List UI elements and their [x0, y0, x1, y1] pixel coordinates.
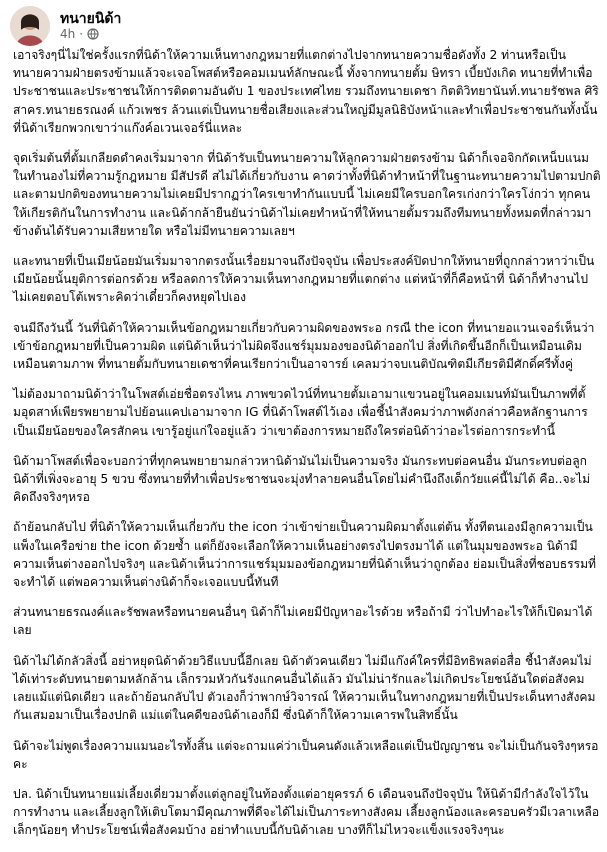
post-paragraph: เอาจริงๆนี่ไม่ใช่ครั้งแรกที่นิด้าให้ความเห็นทางกฎหมายที่แตกต่างไปจากทนายความชื่อดังทั้ง 2 ท่านหรือเป็นทนายความฝ่ายตรงข้ามแล้วจะเจอโพสต์หรือคอมเมนท์ลักษณะนี้ ทั้งจากทนายตั้ม ษิทรา เบี้ยบังเกิด ทนายที่ทำเพื่อประชาชนและประชาชนให้การติดตามอันดับ 1 ของประเทศไทย รวมถึงทนายเดชา กิตติวิทยานันท์.ทนายรัชพล ศิริสาคร.ทนายธรณงค์ แก้วเพชร ล้วนแต่เป็นทนายชื่อเสียงและส่วนใหญ่มีมูลนิธิบังหน้าและทำเพื่อประชาชนกันทั้งนั้น ที่นิด้าเรียกพวกเขาว่าแก๊งค์อเวนเจอร์นี่แหละ: [13, 48, 599, 135]
post-timestamp[interactable]: 4h: [60, 27, 76, 41]
post-paragraph: จุดเริ่มต้นที่ตั้มเกลียดดำคงเริ่มมาจาก ที่นิด้ารับเป็นทนายความให้ลูกความฝ่ายตรงข้าม นิด้าก็เจอจิกกัดเหน็บแนม ในทำนองไม่ที่ความรู้กฎหมาย มีสัปรดี สไม่ได้เกี่ยวกับงาน คาดว่าทั้งที่นิด้าทำหน้าที่ในฐานะทนายความไปตามปกติ และตามปกติของทนายความไม่เคยมีปรากฏว่าใครเขาทำกันแบบนี้ ไม่เคยมีใครบอกใครเก่งกว่าใครโง่กว่า ทุกคนให้เกียรติกันในการทำงาน และนิด้ากล้ายืนยันว่านิด้าไม่เคยทำหน้าที่ให้ทนายตั้มรวมถึงทีมทนายทั้งหมดที่กล่าวมาข้างต้นได้รับความเสียหายใด หรือไม่มีทนายความเลยฯ: [13, 151, 601, 238]
separator-dot: ·: [79, 27, 84, 41]
post-paragraph: นิด้ามาโพสต์เพื่อจะบอกว่าที่ทุกคนพยายามกล่าวหานิด้ามันไม่เป็นความจริง มันกระทบต่อคนอื่น มันกระทบต่อลูกนิด้าที่เพิ่งจะอายุ 5 ขวบ ซึ่งทนายที่ทำเพื่อประชาชนจะมุ่งทำลายคนอื่นโดยไม่คำนึงถึงเด็กวัยแค่นี้ไม่ได้ คือ..จะไม่คิดถึงจริงๆหรอ: [13, 453, 591, 505]
post-body: [13, 46, 601, 852]
post-header: [10, 6, 597, 44]
post-paragraph: ไม่ต้องมาถามนิด้าว่าในโพสต์เอ่ยชื่อตรงไหน ภาพขวดไวน์ที่ทนายตั้มเอามาแขวนอยู่ในคอมเมนท์มันเป็นภาพที่ตั้มอุดสาห์เพียรพยายามไปย้อนแคปเอามาจาก IG ที่นิด้าโพสต์ไว้เอง เพื่อชี้นำสังคมว่าภาพดังกล่าวคือหลักฐานการเป็นเมียน้อยของใครสักคน เขารู้อยู่แก่ใจอยู่แล้ว ว่าเขาต้องการหมายถึงใครต่อนิด้าว่าอะไรต่อการกระทำนี้: [13, 387, 588, 438]
post-paragraph: นิด้าไม่ได้กลัวสิ่งนี้ อย่าหยุดนิด้าด้วยวิธีแบบนี้อีกเลย นิด้าตัวคนเดียว ไม่มีแก๊งค์ใครที่มีอิทธิพลต่อสื่อ ชี้นำสังคมไม่ได้เท่าระดับทนายตามหลักล้าน เล็กรวมหัวกันรังแกคนอื่นได้แล้ว มันไม่น่ารักและไม่เกิดประโยชน์อันใดต่อสังคมเลยแม้แต่นิดเดียว และถ้าย้อนกลับไป ตัวเองก็ว่าพากษ์วิจารณ์ ให้ความเห็นในทางกฎหมายที่เป็นประเด็นทางสังคมกันเสมอมาเป็นเรื่องปกติ แม่แต่ในคดีของนิด้าเองก็มี ซึ่งนิด้าก็ให้ความเคารพในสิทธิ์นั้น: [13, 653, 596, 723]
profile-photo-avatar-icon: [10, 6, 50, 46]
post-paragraph: จนมีถึงวันนี้ วันที่นิด้าให้ความเห็นข้อกฎหมายเกี่ยวกับความผิดของพระอ กรณี the icon ที่ทนายอแวนเจอร์เห็นว่าเข้าข้อกฎหมายที่เป็นความผิด แต่นิด้าเห็นว่าไม่ผิดจึงแชร์มุมมองของนิด้าออกไป สิ่งที่เกิดขึ้นอีกก็เป็นเหมือนเดิม เหมือนตามภาพ ที่ทนายตั้มกับทนายเดชาที่คนเรียกว่าเป็นอาจารย์ เคลมว่าจบเนติบัณฑิตมีเกียรติมีศักดิ์ศรีทั้งคู่: [13, 320, 595, 372]
post-meta: [60, 27, 99, 41]
globe-icon[interactable]: [87, 28, 99, 40]
post-paragraph: และทนายที่เป็นเมียน้อยมันเริ่มมาจากตรงนั้นเรื่อยมาจนถึงปัจจุบัน เพื่อประสงค์ปิดปากให้ทนายที่ถูกกล่าวหาว่าเป็นเมียน้อยนั้นยุติการต่อกรด้วย หรือลดการให้ความเห็นทางกฎหมายที่แตกต่าง แต่หน้าที่ก็คือหน้าที่ นิด้าก็ทำงานไปไม่เคยตอบโต้เพราะคิดว่าเดี๋ยวก็คงหยุดไปเอง: [13, 254, 595, 305]
author-name[interactable]: ทนายนิด้า: [60, 11, 122, 27]
post-paragraph: ส่วนทนายธรณงค์และรัชพลหรือทนายคนอื่นๆ นิด้าก็ไม่เคยมีปัญหาอะไรด้วย หรือถ้ามี ว่าไปทำอะไรให้ก็เปิดมาได้เลย: [13, 605, 593, 638]
post-paragraph: ถ้าย้อนกลับไป ที่นิด้าให้ความเห็นเกี่ยวกับ the icon ว่าเข้าข่ายเป็นความผิดมาตั้งแต่ต้น ทั้งทีตนเองมีลูกความเป็นแพ็งในเครือข่าย the icon ด้วยซ้ำ แต่ก็ยังจะเลือกให้ความเห็นอย่างตรงไปตรงมาได้ แต่ในมุมของพระอ นิด้ามีความเห็นต่างออกไปจริงๆ และนิด้าเห็นว่าการแชร์มุมมองข้อกฎหมายที่นิด้าเห็นว่าถูกต้อง ย่อมเป็นสิ่งที่ชอบธรรมที่จะทำได้ แต่พอความเห็นต่างนิด้าก็จะเจอแบบนี้ทันที: [13, 520, 597, 590]
author-avatar[interactable]: [10, 6, 50, 46]
post-paragraph: นิด้าจะไม่พูดเรื่องความแมนอะไรทั้งสิ้น แต่จะถามแค่ว่าเป็นคนดังแล้วเหลือแต่เป็นปัญญาชน จะไม่เป็นกันจริงๆหรอคะ: [13, 738, 599, 771]
post-paragraph: ปล. นิด้าเป็นทนายแม่เลี้ยงเดี่ยวมาตั้งแต่ลูกอยู่ในท้องตั้งแต่อายุครรภ์ 6 เดือนจนถึงปัจจุบัน ให้นิด้ามีกำลังใจไว้ในการทำงาน และเลี้ยงลูกให้เติบโตมามีคุณภาพที่ดีจะได้ไม่เป็นภาระทางสังคม เลี้ยงลูกน้องและครอบครัวมีเวลาเหลือเล็กๆน้อยๆ ทำประโยชน์เพื่อสังคมบ้าง อย่าทำแบบนี้กับนิด้าเลย บางทีก็ไม่ไหวจะแข็งแรงจริงๆนะ: [13, 786, 600, 838]
